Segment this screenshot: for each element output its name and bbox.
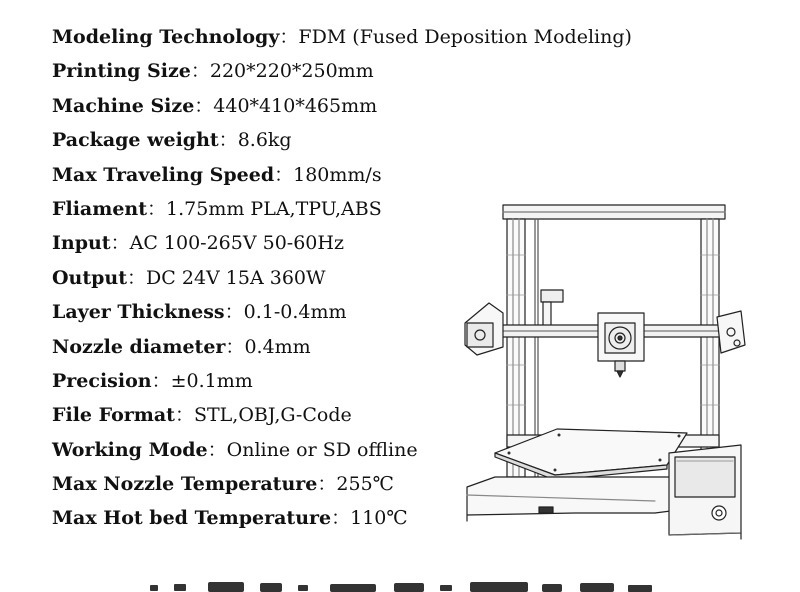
spec-value: 1.75mm PLA,TPU,ABS	[166, 197, 382, 220]
spec-label: Modeling Technology	[52, 26, 280, 48]
spec-label: Nozzle diameter	[52, 335, 226, 358]
spec-separator: ：	[127, 266, 147, 289]
spec-separator: ：	[317, 473, 337, 496]
spec-label: Package weight	[52, 129, 219, 152]
spec-separator: ：	[225, 335, 245, 358]
spec-label: Max Hot bed Temperature	[52, 507, 332, 530]
spec-label: Precision	[52, 369, 152, 392]
spec-label: Printing Size	[52, 60, 191, 83]
spec-label: Working Mode	[52, 438, 208, 461]
spec-value: ±0.1mm	[170, 369, 253, 392]
spec-label: Max Traveling Speed	[52, 163, 275, 186]
spec-separator: ：	[110, 232, 130, 255]
spec-value: 255℃	[336, 473, 394, 496]
spec-separator: ：	[224, 301, 244, 324]
spec-value: 110℃	[350, 507, 408, 530]
spec-separator: ：	[218, 129, 238, 152]
3d-printer-illustration-icon	[455, 195, 755, 550]
spec-row-max-traveling-speed	[52, 158, 632, 192]
spec-row-machine-size	[52, 89, 632, 123]
spec-value: 0.1-0.4mm	[243, 301, 347, 324]
spec-label: Max Nozzle Temperature	[52, 473, 318, 496]
spec-row-package-weight	[52, 123, 632, 157]
spec-separator: ：	[194, 94, 214, 117]
spec-value: 180mm/s	[293, 163, 382, 186]
spec-value: STL,OBJ,G-Code	[193, 404, 352, 427]
spec-separator: ：	[279, 26, 299, 48]
spec-row-printing-size	[52, 54, 632, 88]
spec-label: Fliament	[52, 197, 148, 220]
spec-label: Output	[52, 266, 128, 289]
spec-value: FDM (Fused Deposition Modeling)	[298, 26, 632, 48]
spec-separator: ：	[207, 438, 227, 461]
spec-value: AC 100-265V 50-60Hz	[129, 232, 344, 255]
spec-label: File Format	[52, 404, 175, 427]
spec-row-modeling-technology	[52, 20, 632, 54]
spec-value: 440*410*465mm	[213, 94, 378, 117]
spec-separator: ：	[174, 404, 194, 427]
spec-separator: ：	[151, 369, 171, 392]
spec-separator: ：	[331, 507, 351, 530]
spec-value: 0.4mm	[244, 335, 311, 358]
spec-label: Machine Size	[52, 94, 195, 117]
spec-separator: ：	[274, 163, 294, 186]
spec-value: DC 24V 15A 360W	[146, 266, 326, 289]
spec-label: Layer Thickness	[52, 301, 225, 324]
spec-value: 8.6kg	[237, 129, 292, 152]
spec-value: 220*220*250mm	[209, 60, 374, 83]
spec-separator: ：	[147, 197, 167, 220]
spec-label: Input	[52, 232, 111, 255]
cropped-text-fragment	[150, 578, 670, 592]
spec-separator: ：	[190, 60, 210, 83]
spec-value: Online or SD offline	[226, 438, 418, 461]
